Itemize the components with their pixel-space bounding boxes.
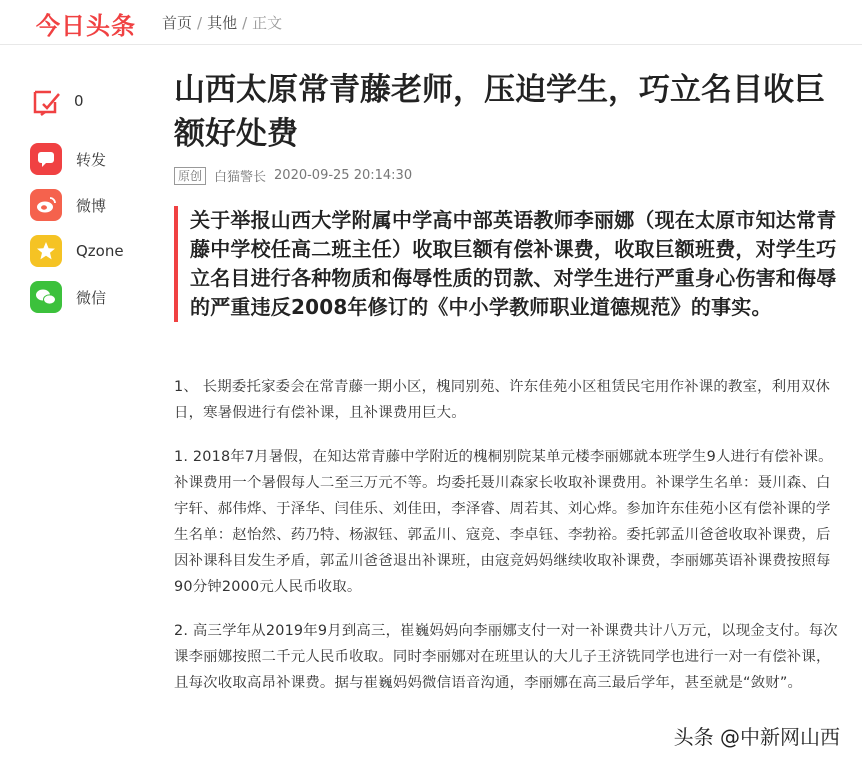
article-title: 山西太原常青藤老师，压迫学生，巧立名目收巨额好处费 [174,72,825,152]
share-weibo[interactable] [30,188,106,222]
share-label: Qzone [76,242,124,260]
article-paragraph: 1. 2018年7月暑假，在知达常青藤中学附近的槐桐别院某单元楼李丽娜就本班学生9人进行有偿补课。补课费用一个暑假每人二至三万元不等。均委托聂川森家长收取补课费用。补课学生名单：聂川森、白宇轩、郝伟烨、于泽华、闫佳乐、刘佳田，李泽睿、周若其、刘心烨。参加许东佳苑小区有偿补课的学生名单：赵怡然、药乃特、杨淑钰、郭孟川、寇竞、李卓钰、李勃裕。委托郭孟川爸爸收取补课费，后因补课科目发生矛盾，郭孟川爸爸退出补课班，由寇竞妈妈继续收取补课费，李丽娜英语补课费按照每90分钟2000元人民币收取。 [174,449,833,595]
wechat-icon [30,281,62,313]
publish-datetime: 2020-09-25 20:14:30 [274,168,413,183]
share-repost[interactable] [30,142,106,176]
repost-icon [30,143,62,175]
breadcrumb-category[interactable]: 其他 [207,14,238,32]
like-button[interactable] [30,84,84,118]
article-body [174,374,838,714]
breadcrumb-separator: / [242,14,248,32]
top-bar [0,0,862,45]
share-label: 微博 [76,196,107,215]
article-paragraph: 1、 长期委托家委会在常青藤一期小区，槐同别苑、许东佳苑小区租赁民宅用作补课的教室，利用双休日，寒暑假进行有偿补课，且补课费用巨大。 [174,379,831,421]
share-label: 微信 [76,288,107,307]
share-label: 转发 [76,150,107,169]
article-paragraph: 2. 高三学年从2019年9月到高三，崔巍妈妈向李丽娜支付一对一补课费共计八万元，以现金支付。每次课李丽娜按照二千元人民币收取。同时李丽娜对在班里认的大儿子王济铣同学也进行一对一有偿补课，且每次收取高昂补课费。据与崔巍妈妈微信语音沟通，李丽娜在高三最后学年，甚至就是“敛财”。 [174,623,838,691]
like-icon [30,84,64,118]
share-wechat[interactable] [30,280,106,314]
original-badge: 原创 [174,167,206,185]
source-watermark: 头条 @中新网山西 [674,721,840,750]
share-qzone[interactable] [30,234,124,268]
like-count: 0 [74,92,84,110]
weibo-icon [30,189,62,221]
breadcrumb [162,12,282,33]
breadcrumb-separator: / [197,14,203,32]
qzone-icon [30,235,62,267]
toutiao-logo[interactable]: 今日头条 [36,12,136,40]
article-meta [174,166,412,185]
author-name[interactable]: 白猫警长 [214,170,267,185]
breadcrumb-home[interactable]: 首页 [162,14,193,32]
breadcrumb-current: 正文 [252,14,283,32]
article-lead-quote: 关于举报山西大学附属中学高中部英语教师李丽娜（现在太原市知达常青藤中学校任高二班主任）收取巨额有偿补课费，收取巨额班费，对学生巧立名目进行各种物质和侮辱性质的罚款、对学生进行严重身心伤害和侮辱的严重违反2008年修订的《中小学教师职业道德规范》的事实。 [174,206,854,322]
